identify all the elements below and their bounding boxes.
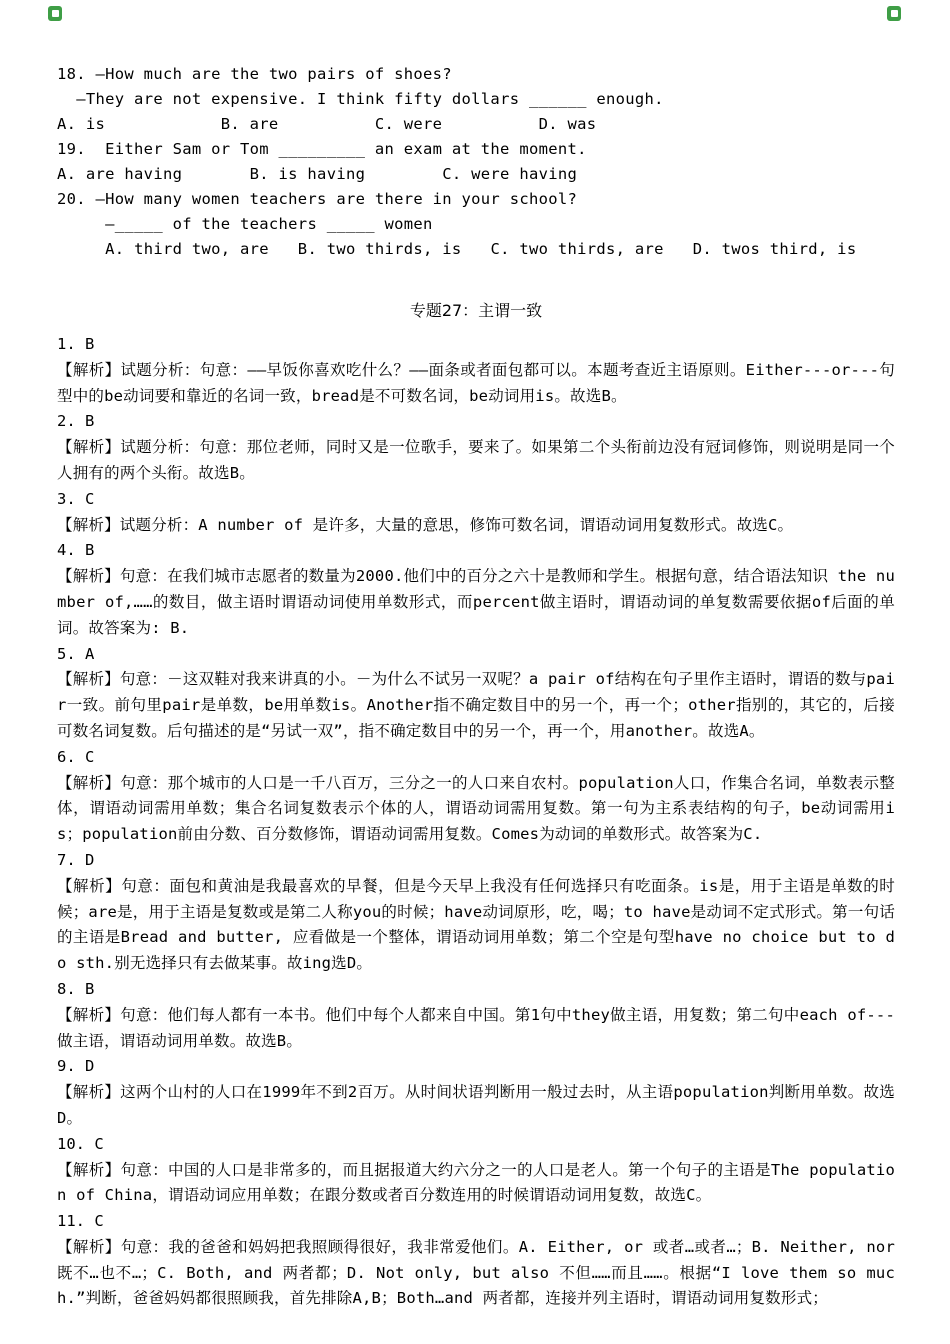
green-badge-icon: [887, 6, 901, 21]
question-line: —They are not expensive. I think fifty dollars ______ enough.: [57, 90, 664, 108]
question-line: A. is B. are C. were D. was: [57, 115, 597, 133]
answer-number: 11. C: [57, 1212, 104, 1231]
answer-number: 3. C: [57, 489, 95, 508]
answer-explanation: 【解析】句意：他们每人都有一本书。他们中每个人都来自中国。第1句中they做主语，用复数；第二句中each of---做主语，谓语动词用单数。故选B。: [57, 1005, 895, 1050]
answer-explanation: 【解析】句意：－这双鞋对我来讲真的小。－为什么不试另一双呢？a pair of结构在句子里作主语时，谓语的数与pair一致。前句里pair是单数，be用单数is。Another指不确定数目中的另一个，再一个；other指别的，其它的，后接可数名词复数。后句描述的是“另试一双”，指不确定数目中的另一个，再一个，用another。故选A。: [57, 670, 895, 740]
answer-number: 5. A: [57, 644, 95, 663]
answer-item: [57, 977, 895, 1054]
answer-number: 2. B: [57, 412, 95, 431]
question-line: 18. —How much are the two pairs of shoes?: [57, 65, 452, 83]
answer-number: 7. D: [57, 850, 95, 869]
answer-item: [57, 1054, 895, 1131]
answer-item: [57, 848, 895, 977]
answer-number: 6. C: [57, 747, 95, 766]
answer-item: [57, 487, 895, 539]
answer-explanation: 【解析】句意：我的爸爸和妈妈把我照顾得很好，我非常爱他们。A. Either, or 或者…或者…；B. Neither, nor 既不…也不…；C. Both, and 两者都；D. Not only, but also 不但……而且……。根据“I love them so much.”判断，爸爸妈妈都很照顾我，首先排除A,B；Both…and 两者都，连接并列主语时，谓语动词用复数形式；: [57, 1237, 895, 1308]
answer-number: 10. C: [57, 1134, 104, 1153]
answer-explanation: 【解析】试题分析：句意：那位老师，同时又是一位歌手，要来了。如果第二个头衔前边没有冠词修饰，则说明是同一个人拥有的两个头衔。故选B。: [57, 438, 895, 482]
answer-explanation: 【解析】这两个山村的人口在1999年不到2百万。从时间状语判断用一般过去时，从主语population判断用单数。故选D。: [57, 1083, 895, 1127]
answer-item: [57, 1209, 895, 1312]
question-line: —_____ of the teachers _____ women: [57, 215, 433, 233]
answer-item: [57, 538, 895, 641]
answer-item: [57, 1132, 895, 1209]
question-section: [57, 62, 895, 262]
answer-explanation: 【解析】试题分析：句意：——早饭你喜欢吃什么？——面条或者面包都可以。本题考查近主语原则。Either---or---句型中的be动词要和靠近的名词一致，bread是不可数名词，be动词用is。故选B。: [57, 360, 895, 405]
answer-item: [57, 745, 895, 848]
answer-number: 1. B: [57, 335, 95, 353]
answer-explanation: 【解析】试题分析：A number of 是许多，大量的意思，修饰可数名词，谓语动词用复数形式。故选C。: [57, 515, 794, 534]
answer-item: [57, 642, 895, 745]
question-line: 20. —How many women teachers are there in your school?: [57, 190, 578, 208]
answer-explanation: 【解析】句意：在我们城市志愿者的数量为2000.他们中的百分之六十是教师和学生。根据句意，结合语法知识 the number of,……的数目，做主语时谓语动词使用单数形式，而percent做主语时，谓语动词的单复数需要依据of后面的单词。故答案为: B.: [57, 567, 895, 637]
question-line: A. third two, are B. two thirds, is C. two thirds, are D. twos third, is: [57, 240, 857, 258]
answer-item: [57, 332, 895, 409]
answer-item: [57, 409, 895, 486]
green-badge-icon: [48, 6, 62, 21]
answer-explanation: 【解析】句意：面包和黄油是我最喜欢的早餐，但是今天早上我没有任何选择只有吃面条。is是，用于主语是单数的时候；are是，用于主语是复数或是第二人称you的时候；have动词原形，吃，喝；to have是动词不定式形式。第一句话的主语是Bread and butter, 应看做是一个整体，谓语动词用单数；第二个空是句型have no choice but to do sth.别无选择只有去做某事。故ing选D。: [57, 876, 895, 973]
answer-number: 4. B: [57, 541, 95, 560]
answer-number: 9. D: [57, 1057, 95, 1076]
badge-glyph: [891, 10, 898, 17]
section-title: 专题27：主谓一致: [409, 301, 543, 320]
answer-explanation: 【解析】句意：那个城市的人口是一千八百万，三分之一的人口来自农村。population人口，作集合名词，单数表示整体，谓语动词需用单数；集合名词复数表示个体的人，谓语动词需用复数。第一句为主系表结构的句子，be动词需用is；population前由分数、百分数修饰，谓语动词需用复数。Comes为动词的单数形式。故答案为C.: [57, 773, 895, 844]
question-line: 19. Either Sam or Tom _________ an exam at the moment.: [57, 140, 587, 158]
answers-section: [57, 332, 895, 1312]
answer-number: 8. B: [57, 979, 95, 998]
badge-glyph: [52, 10, 59, 17]
answer-explanation: 【解析】句意：中国的人口是非常多的，而且据报道大约六分之一的人口是老人。第一个句子的主语是The population of China，谓语动词应用单数；在跟分数或者百分数连用的时候谓语动词用复数，故选C。: [57, 1160, 895, 1205]
question-line: A. are having B. is having C. were having: [57, 165, 578, 183]
